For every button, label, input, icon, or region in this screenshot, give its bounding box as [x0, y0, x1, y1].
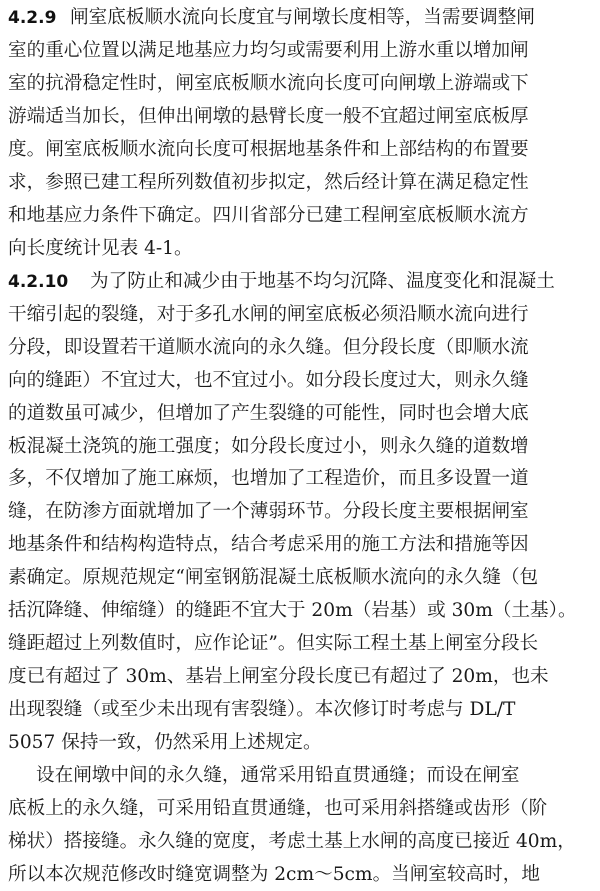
text-line	[0, 2, 600, 34]
line-text: 括沉降缝、伸缩缝）的缝距不宜大于 20m（岩基）或 30m（土基）。	[8, 600, 577, 622]
line-text: 度。闸室底板顺水流向长度可根据地基条件和上部结构的布置要	[8, 138, 529, 160]
line-text: 游端适当加长，但伸出闸墩的悬臂长度一般不宜超过闸室底板厚	[8, 105, 529, 127]
line-text: 的道数虽可减少，但增加了产生裂缝的可能性，同时也会增大底	[8, 402, 529, 424]
line-text: 闸室底板顺水流向长度宜与闸墩长度相等，当需要调整闸	[70, 7, 535, 28]
section-number: 4.2.9	[8, 8, 57, 28]
line-text: 缝距超过上列数值时，应作论证”。但实际工程土基上闸室分段长	[8, 633, 539, 655]
line-text: 向长度统计见表 4-1。	[8, 237, 193, 259]
text-line	[0, 200, 600, 232]
text-line	[0, 628, 600, 660]
text-line	[0, 398, 600, 430]
line-text: 干缩引起的裂缝，对于多孔水闸的闸室底板必须沿顺水流向进行	[8, 303, 529, 325]
line-text: 分段，即设置若干道顺水流向的永久缝。但分段长度（即顺水流	[8, 336, 529, 358]
line-text: 向的缝距）不宜过大，也不宜过小。如分段长度过大，则永久缝	[8, 369, 529, 391]
line-text: 室的抗滑稳定性时，闸室底板顺水流向长度可向闸墩上游端或下	[8, 72, 529, 94]
text-line	[0, 661, 600, 693]
text-line	[0, 859, 600, 891]
text-line	[0, 167, 600, 199]
text-line	[0, 365, 600, 397]
text-line	[0, 727, 600, 759]
text-line	[0, 694, 600, 726]
text-line	[0, 793, 600, 825]
line-text: 室的重心位置以满足地基应力均匀或需要利用上游水重以增加闸	[8, 39, 529, 61]
line-text: 为了防止和减少由于地基不均匀沉降、温度变化和混凝土	[90, 270, 555, 292]
text-line	[0, 332, 600, 364]
line-text: 5057 保持一致，仍然采用上述规定。	[8, 732, 322, 754]
text-line	[0, 35, 600, 67]
text-line	[0, 134, 600, 166]
text-line	[0, 463, 600, 495]
text-line	[0, 101, 600, 133]
line-text: 求，参照已建工程所列数值初步拟定，然后经计算在满足稳定性	[8, 171, 529, 193]
text-line	[0, 68, 600, 100]
line-text: 出现裂缝（或至少未出现有害裂缝）。本次修订时考虑与 DL/T	[8, 699, 516, 721]
text-line	[0, 431, 600, 463]
line-text: 和地基应力条件下确定。四川省部分已建工程闸室底板顺水流方	[8, 204, 529, 226]
line-text: 多，不仅增加了施工麻烦，也增加了工程造价，而且多设置一道	[8, 468, 529, 490]
line-text: 素确定。原规范规定“闸室钢筋混凝土底板顺水流向的永久缝（包	[8, 567, 539, 589]
text-line	[0, 299, 600, 331]
text-line	[0, 595, 600, 627]
text-line	[0, 826, 600, 858]
text-line	[0, 562, 600, 594]
line-text: 板混凝土浇筑的施工强度；如分段长度过小，则永久缝的道数增	[8, 435, 529, 457]
text-line	[0, 496, 600, 528]
section-number: 4.2.10	[8, 271, 69, 292]
line-text: 设在闸墩中间的永久缝，通常采用铅直贯通缝；而设在闸室	[36, 765, 520, 787]
text-line	[0, 529, 600, 561]
text-line	[0, 760, 600, 792]
line-text: 度已有超过了 30m、基岩上闸室分段长度已有超过了 20m，也未	[8, 666, 549, 688]
line-text: 所以本次规范修改时缝宽调整为 2cm～5cm。当闸室较高时，地	[8, 864, 540, 885]
text-line	[0, 266, 600, 298]
line-text: 地基条件和结构构造特点，结合考虑采用的施工方法和措施等因	[8, 534, 529, 556]
line-text: 缝，在防渗方面就增加了一个薄弱环节。分段长度主要根据闸室	[8, 501, 529, 523]
line-text: 梯状）搭接缝。永久缝的宽度，考虑土基上水闸的高度已接近 40m，	[8, 831, 576, 853]
line-text: 底板上的永久缝，可采用铅直贯通缝，也可采用斜搭缝或齿形（阶	[8, 798, 548, 820]
text-line	[0, 233, 600, 265]
